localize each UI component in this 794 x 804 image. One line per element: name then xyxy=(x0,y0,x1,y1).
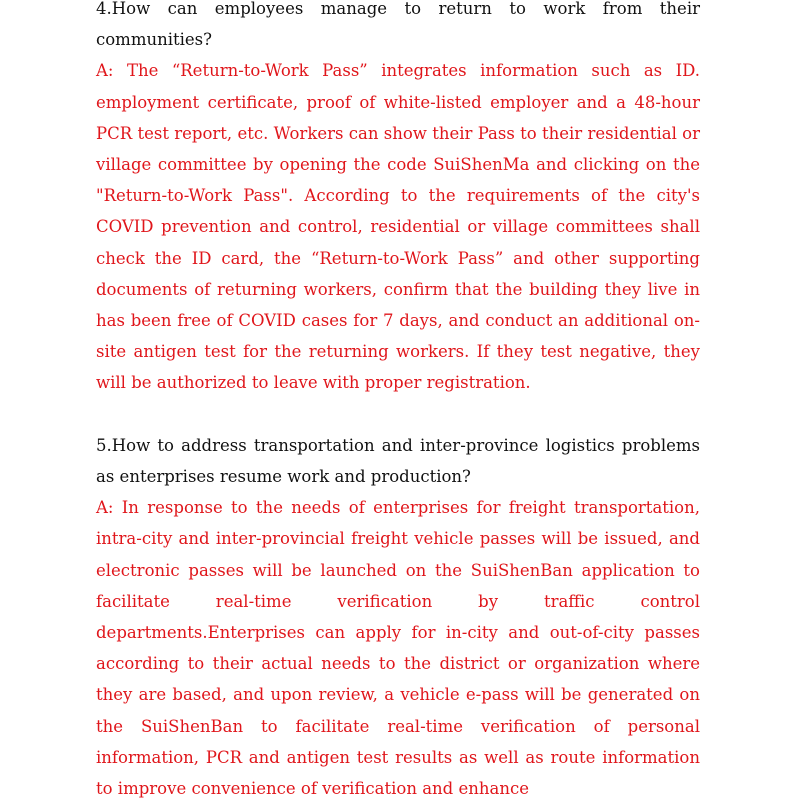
answer-5: A: In response to the needs of enterprises for freight transportation, intra-city and inter-provincial freight vehicle passes will be issued, and electronic passes will be launched on the SuiShenBan application to facilitate real-time verification by traffic control departments.Enterprises can apply for in-city and out-of-city passes according to their actual needs to the district or organization where they are based, and upon review, a vehicle e-pass will be generated on the SuiShenBan to facilitate real-time verification of personal information, PCR and antigen test results as well as route information to improve convenience of verification and enhance xyxy=(96,498,700,799)
section-spacer xyxy=(96,399,700,430)
question-5: 5.How to address transportation and inter-province logistics problems as enterprises resume work and production? xyxy=(96,435,700,487)
question-4: 4.How can employees manage to return to work from their communities? xyxy=(96,0,700,50)
answer-4: A: The “Return-to-Work Pass” integrates information such as ID. employment certificate, proof of white-listed employer and a 48-hour PCR test report, etc. Workers can show their Pass to their residential or village committee by opening the code SuiShenMa and clicking on the "Return-to-Work Pass". According to the requirements of the city's COVID prevention and control, residential or village committees shall check the ID card, the “Return-to-Work Pass” and other supporting documents of returning workers, confirm that the building they live in has been free of COVID cases for 7 days, and conduct an additional on-site antigen test for the returning workers. If they test negative, they will be authorized to leave with proper registration. xyxy=(96,61,700,393)
document-page xyxy=(96,0,700,804)
